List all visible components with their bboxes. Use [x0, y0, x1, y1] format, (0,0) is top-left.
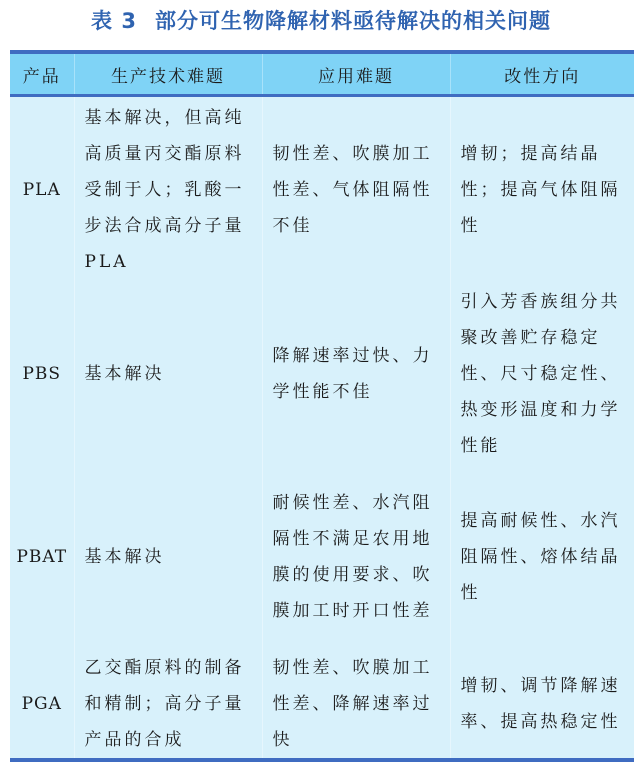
product-cell: PLA [10, 96, 74, 284]
table-row [10, 284, 634, 464]
table-caption [0, 6, 642, 36]
application-text: 韧性差、吹膜加工性差、气体阻隔性不佳 [272, 144, 433, 237]
production-cell [74, 284, 262, 464]
header-row [10, 52, 634, 96]
modification-cell [450, 464, 634, 650]
table-title: 部分可生物降解材料亟待解决的相关问题 [154, 9, 551, 33]
table-row [10, 650, 634, 760]
table-row [10, 464, 634, 650]
product-cell: PBS [10, 284, 74, 464]
header-modification-direction: 改性方向 [450, 52, 634, 96]
production-text: 基本解决，但高纯高质量丙交酯原料受制于人；乳酸一步法合成高分子量 PLA [84, 108, 245, 273]
table-row [10, 96, 634, 284]
product-cell: PBAT [10, 464, 74, 650]
modification-text: 增韧、调节降解速率、提高热稳定性 [460, 675, 621, 732]
modification-text: 增韧；提高结晶性；提高气体阻隔性 [460, 144, 621, 237]
application-cell [262, 284, 450, 464]
header-product: 产品 [10, 52, 74, 96]
application-text: 韧性差、吹膜加工性差、降解速率过快 [272, 657, 433, 750]
header-application-issues: 应用难题 [262, 52, 450, 96]
production-text: 基本解决 [84, 363, 165, 384]
application-text: 耐候性差、水汽阻隔性不满足农用地膜的使用要求、吹膜加工时开口性差 [272, 492, 433, 621]
production-cell [74, 96, 262, 284]
production-text: 乙交酯原料的制备和精制；高分子量产品的合成 [84, 657, 245, 750]
modification-cell [450, 284, 634, 464]
production-text: 基本解决 [84, 546, 165, 567]
table-number: 表 3 [91, 9, 137, 33]
production-cell [74, 464, 262, 650]
modification-text: 引入芳香族组分共聚改善贮存稳定性、尺寸稳定性、热变形温度和力学性能 [460, 291, 621, 456]
modification-text: 提高耐候性、水汽阻隔性、熔体结晶性 [460, 510, 621, 603]
modification-cell [450, 96, 634, 284]
application-cell [262, 650, 450, 760]
materials-table [10, 50, 634, 762]
product-cell: PGA [10, 650, 74, 760]
production-cell [74, 650, 262, 760]
modification-cell [450, 650, 634, 760]
header-production-issues: 生产技术难题 [74, 52, 262, 96]
application-text: 降解速率过快、力学性能不佳 [272, 345, 433, 402]
application-cell [262, 464, 450, 650]
application-cell [262, 96, 450, 284]
